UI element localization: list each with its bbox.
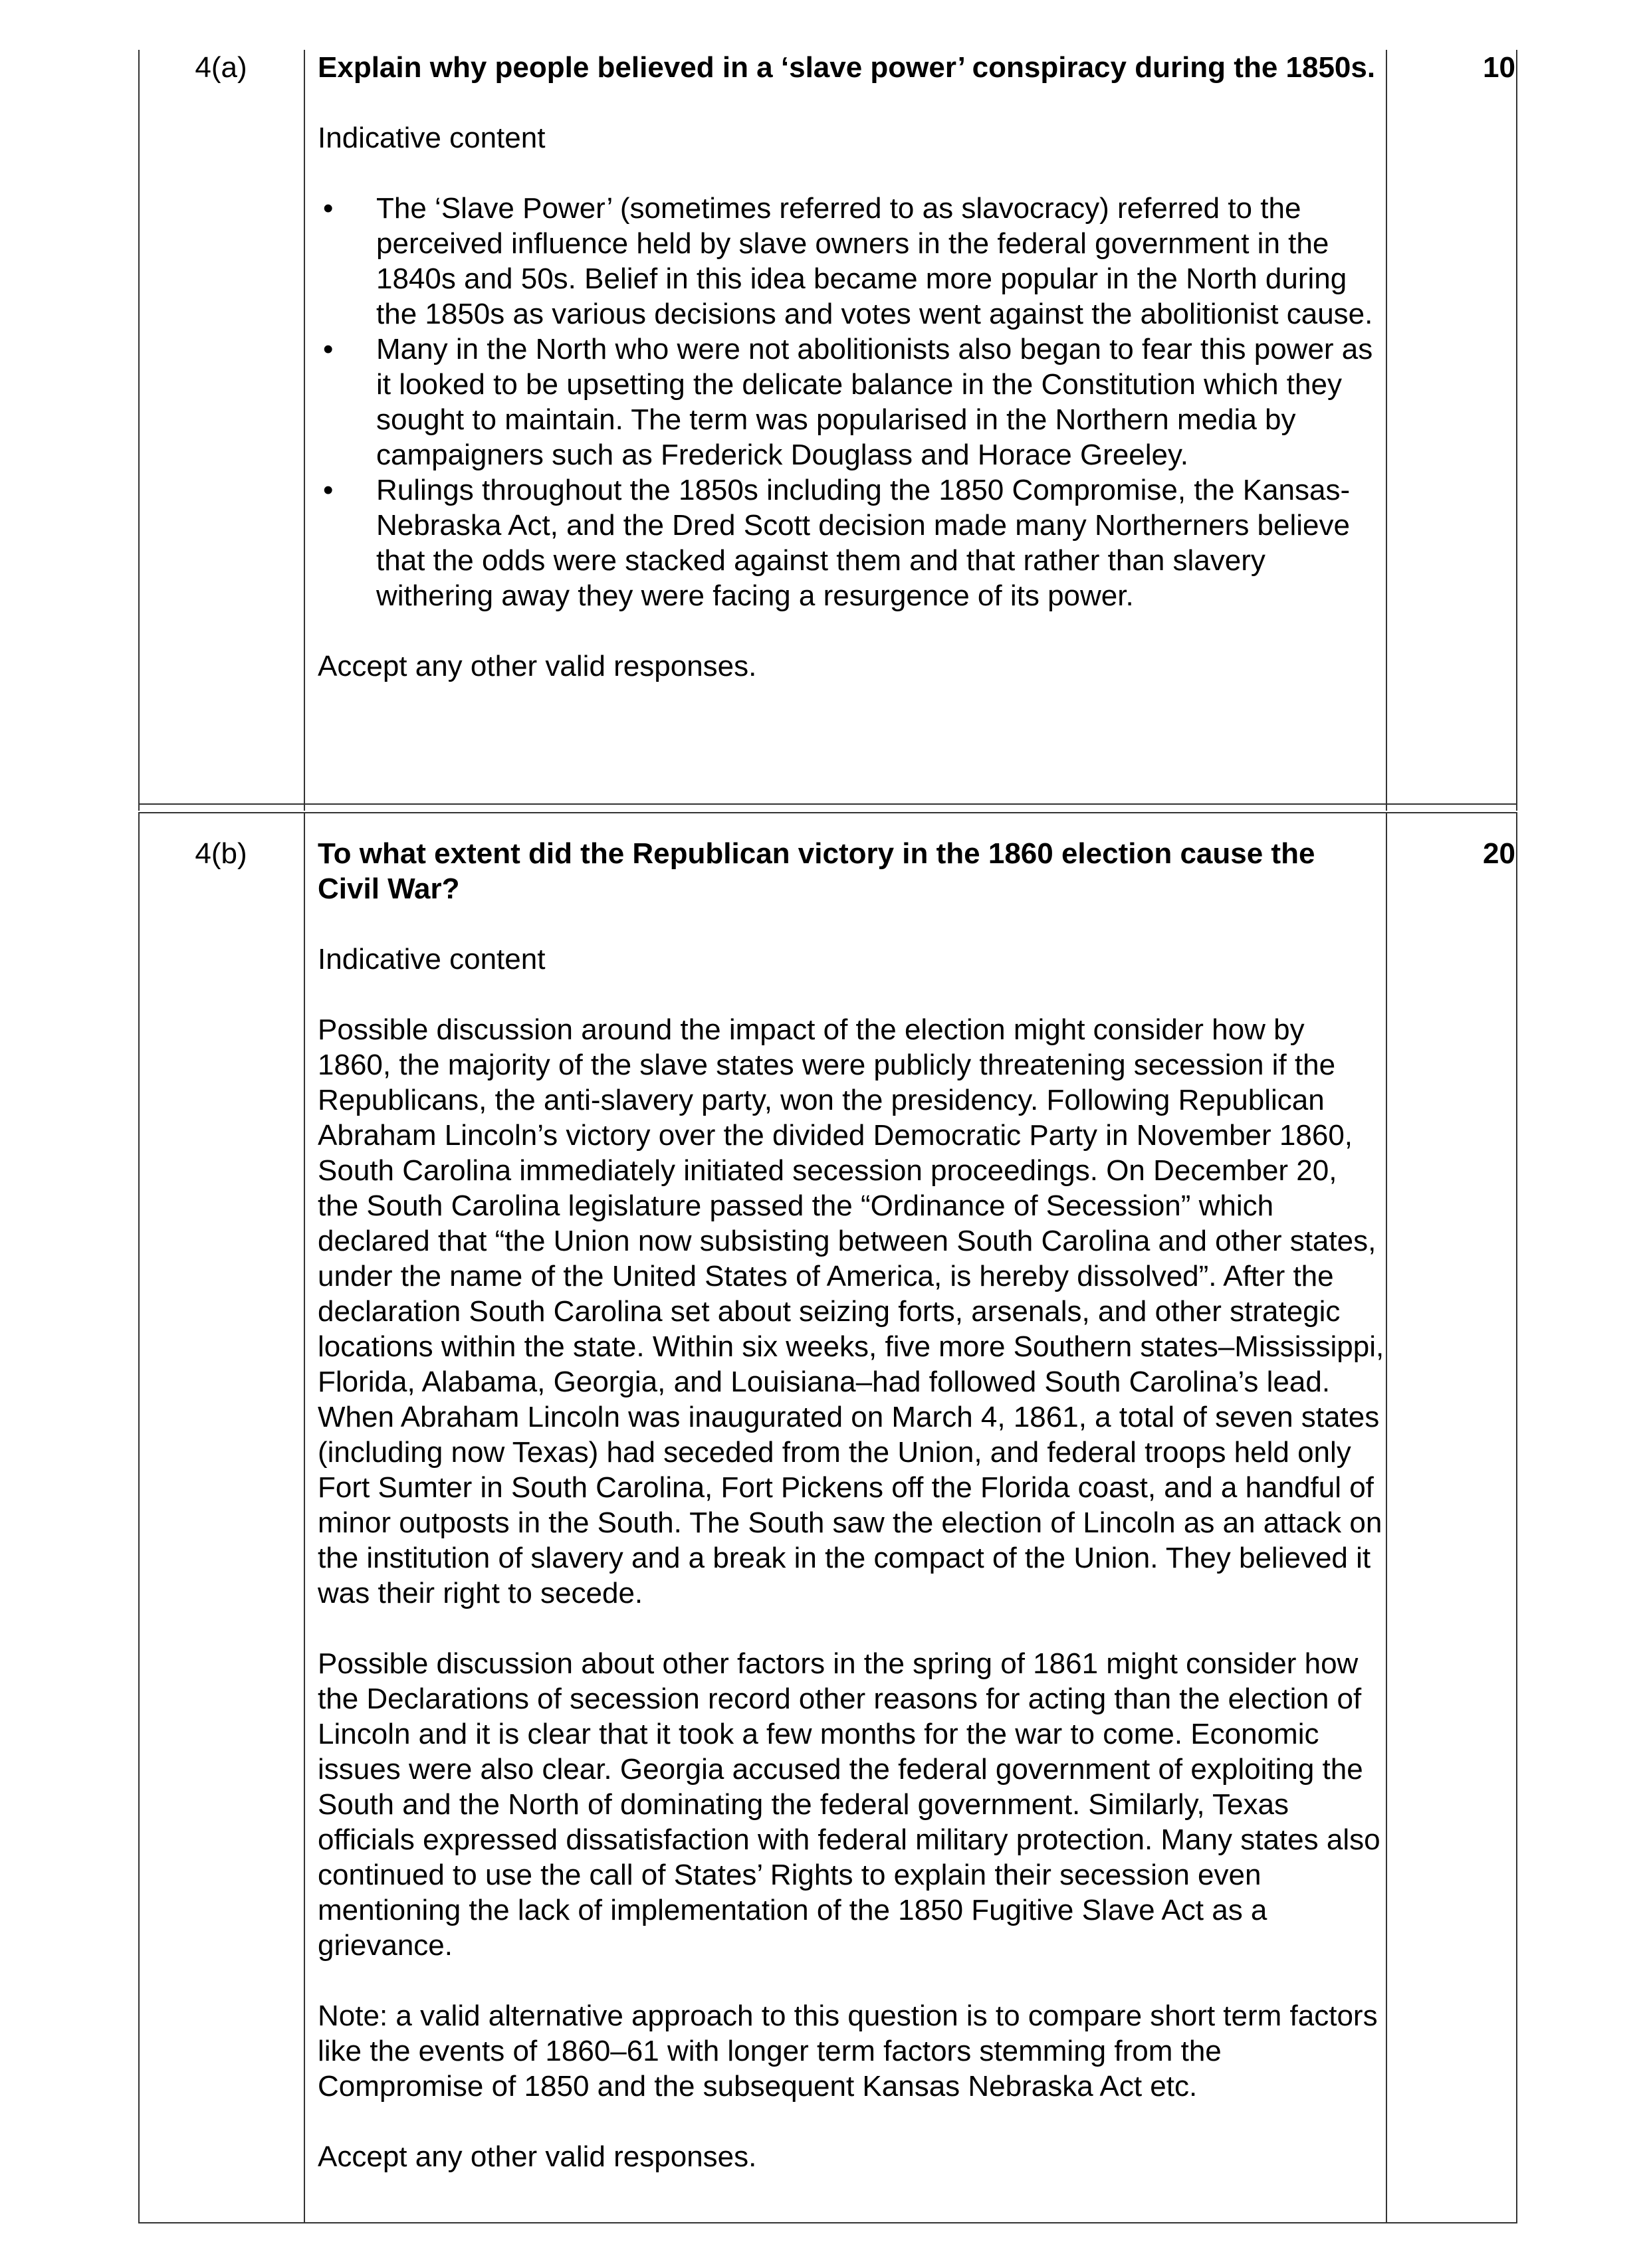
paragraph-other-factors: Possible discussion about other factors in the spring of 1861 might consider how the Declarations of secession record other reasons for acting than the election of Lincoln and it is clear that it took a few months for the war to come. Economic issues were also clear. Georgia accused the federal government of exploiting the South and the North of dominating the federal government. Similarly, Texas officials expressed dissatisfaction with federal military protection. Many states also continued to use the call of States’ Rights to explain their secession even mentioning the lack of implementation of the 1850 Fugitive Slave Act as a grievance. <box>318 1647 1380 1962</box>
bullet-icon: • <box>323 333 334 365</box>
indicative-content-label-4a: Indicative content <box>318 122 546 154</box>
table-divider-marks-4b <box>1386 812 1387 2223</box>
indicative-content-label-4b: Indicative content <box>318 943 546 976</box>
bullet-text: Many in the North who were not abolitionists also began to fear this power as it looked to be upsetting the delicate balance in the Constitution which they sought to maintain. The term was popularised in the Northern media by campaigners such as Frederick Douglass and Horace Greeley. <box>376 333 1373 471</box>
question-prompt-4b: To what extent did the Republican victory in the 1860 election cause the Civil War? <box>318 837 1315 905</box>
question-number-4b: 4(b) <box>195 837 247 870</box>
bullet-list-4a <box>318 191 1384 613</box>
question-prompt-4a: Explain why people believed in a ‘slave power’ conspiracy during the 1850s. <box>318 51 1376 84</box>
table-border-right-4b <box>1516 812 1517 2223</box>
table-separator-bottom <box>138 812 1517 813</box>
bullet-icon: • <box>323 474 334 506</box>
table-border-left-4a <box>138 50 140 811</box>
bullet-text: The ‘Slave Power’ (sometimes referred to as slavocracy) referred to the perceived influence held by slave owners in the federal government in the 1840s and 50s. Belief in this idea became more popular in the North during the 1850s as various decisions and votes went against the abolitionist cause. <box>376 192 1373 330</box>
bullet-text: Rulings throughout the 1850s including the 1850 Compromise, the Kansas-Nebraska Act, and the Dred Scott decision made many Northerners believe that the odds were stacked against them and that rather than slavery withering away they were facing a resurgence of its power. <box>376 474 1351 612</box>
question-content-4a <box>318 50 1384 684</box>
bullet-item <box>318 472 1384 613</box>
question-number-4a: 4(a) <box>195 51 247 84</box>
table-border-bottom <box>138 2222 1517 2223</box>
question-marks-4a: 10 <box>1483 51 1515 84</box>
bullet-item <box>318 332 1384 472</box>
table-border-right-4a <box>1516 50 1517 811</box>
closing-note-4a: Accept any other valid responses. <box>318 650 757 682</box>
bullet-item <box>318 191 1384 332</box>
bullet-icon: • <box>323 192 334 225</box>
table-border-left-4b <box>138 812 140 2223</box>
paragraph-note: Note: a valid alternative approach to this question is to compare short term factors like the events of 1860–61 with longer term factors stemming from the Compromise of 1850 and the subsequent Kansas Nebraska Act etc. <box>318 2000 1378 2103</box>
question-content-4b <box>318 836 1384 2174</box>
question-marks-4b: 20 <box>1483 837 1515 870</box>
table-divider-number-4b <box>304 812 305 2223</box>
paragraph-election-impact: Possible discussion around the impact of the election might consider how by 1860, the majority of the slave states were publicly threatening secession if the Republicans, the anti-slavery party, won the presidency. Following Republican Abraham Lincoln’s victory over the divided Democratic Party in November 1860, South Carolina immediately initiated secession proceedings. On December 20, the South Carolina legislature passed the “Ordinance of Secession” which declared that “the Union now subsisting between South Carolina and other states, under the name of the United States of America, is hereby dissolved”. After the declaration South Carolina set about seizing forts, arsenals, and other strategic locations within the state. Within six weeks, five more Southern states–Mississippi, Florida, Alabama, Georgia, and Louisiana–had followed South Carolina’s lead. When Abraham Lincoln was inaugurated on March 4, 1861, a total of seven states (including now Texas) had seceded from the Union, and federal troops held only Fort Sumter in South Carolina, Fort Pickens off the Florida coast, and a handful of minor outposts in the South. The South saw the election of Lincoln as an attack on the institution of slavery and a break in the compact of the Union. They believed it was their right to secede. <box>318 1013 1384 1609</box>
closing-note-4b: Accept any other valid responses. <box>318 2140 757 2173</box>
table-separator-top <box>138 803 1517 805</box>
table-divider-number-4a <box>304 50 305 811</box>
table-divider-marks-4a <box>1386 50 1387 811</box>
